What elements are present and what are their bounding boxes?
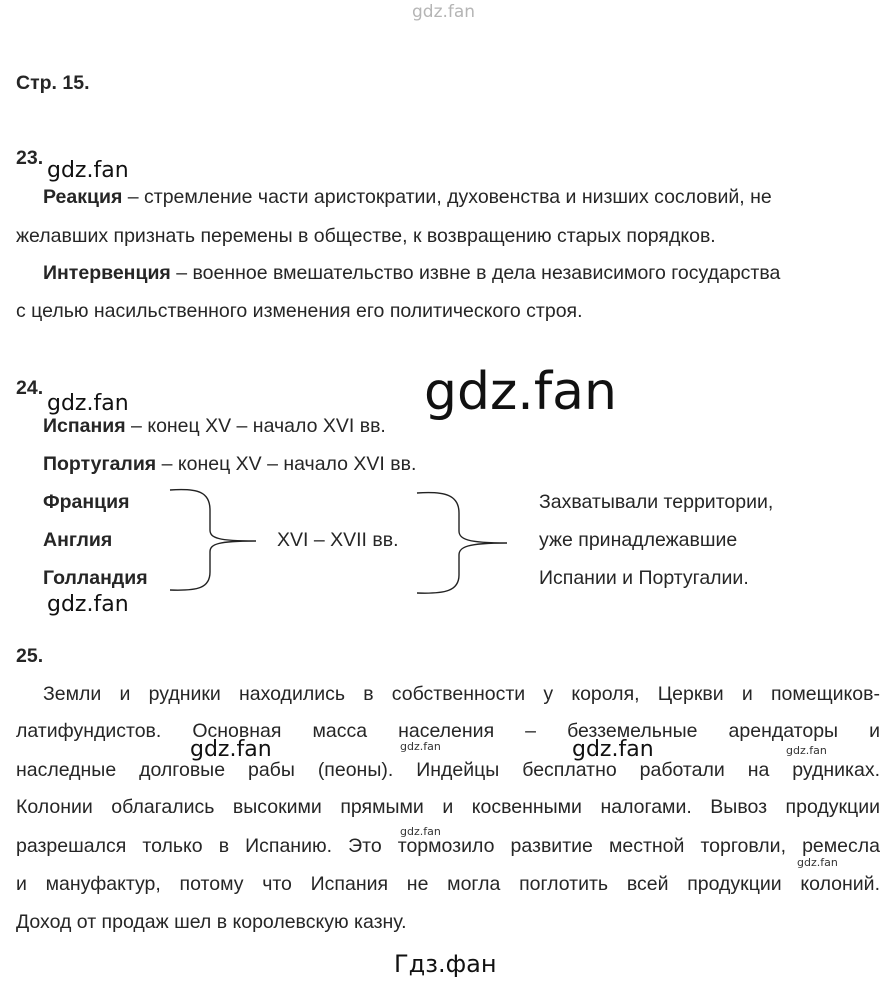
q25-line-4: Колонии облагались высокими прямыми и косвенными налогами. Вывоз продукции: [16, 796, 880, 818]
watermark-label: gdz.fan: [47, 158, 129, 183]
q23-definition-1-line-1: [43, 186, 772, 209]
left-brace-icon: [168, 488, 258, 592]
q23-definition-1-line-2: желавших признать перемены в обществе, к возвращению старых порядков.: [16, 225, 716, 247]
q24-portugal-period: – конец XV – начало XVI вв.: [156, 453, 417, 475]
q23-term-2: Интервенция: [43, 262, 171, 284]
watermark-big: gdz.fan: [424, 362, 617, 422]
q24-spain-period: – конец XV – начало XVI вв.: [125, 415, 386, 437]
q24-spain: Испания: [43, 415, 126, 437]
page-label: Стр. 15.: [16, 72, 90, 94]
q25-number: 25.: [16, 645, 44, 667]
q25-line-2: латифундистов. Основная масса населения – безземельные арендаторы и: [16, 720, 880, 742]
watermark-tiny: gdz.fan: [400, 740, 441, 753]
q24-country-france: Франция: [43, 491, 130, 513]
watermark-tiny: gdz.fan: [400, 825, 441, 838]
watermark-label: gdz.fan: [47, 391, 129, 416]
q24-period: XVI – XVII вв.: [277, 529, 399, 551]
q25-line-1: Земли и рудники находились в собственности у короля, Церкви и помещиков-: [43, 683, 880, 705]
q24-portugal-line: [43, 453, 416, 476]
q24-country-holland: Голландия: [43, 567, 148, 589]
watermark-label: gdz.fan: [190, 737, 272, 762]
q24-result-line-1: Захватывали территории,: [539, 491, 774, 513]
q24-result-line-3: Испании и Португалии.: [539, 567, 749, 589]
q25-line-7: Доход от продаж шел в королевскую казну.: [16, 911, 407, 933]
watermark-bottom: Гдз.фан: [394, 950, 497, 978]
watermark-tiny: gdz.fan: [786, 744, 827, 757]
q24-portugal: Португалия: [43, 453, 157, 475]
q23-definition-2-line-2: с целью насильственного изменения его политического строя.: [16, 300, 583, 322]
q23-definition-2-line-1: [43, 262, 780, 285]
right-brace-icon: [415, 491, 510, 595]
q23-definition-1-text: – стремление части аристократии, духовенства и низших сословий, не: [122, 186, 772, 208]
q23-term-1: Реакция: [43, 186, 123, 208]
q24-result-line-2: уже принадлежавшие: [539, 529, 738, 551]
watermark-label: gdz.fan: [47, 592, 129, 617]
q23-number: 23.: [16, 147, 44, 169]
watermark-label: gdz.fan: [572, 737, 654, 762]
q23-definition-2-text: – военное вмешательство извне в дела независимого государства: [170, 262, 781, 284]
q24-country-england: Англия: [43, 529, 113, 551]
watermark-top: gdz.fan: [412, 2, 476, 22]
q24-number: 24.: [16, 377, 44, 399]
q25-line-5: разрешался только в Испанию. Это тормозило развитие местной торговли, ремесла: [16, 835, 880, 857]
watermark-tiny: gdz.fan: [797, 856, 838, 869]
q24-spain-line: [43, 415, 386, 438]
q25-line-6: и мануфактур, потому что Испания не могла поглотить всей продукции колоний.: [16, 873, 880, 895]
q25-line-3: наследные долговые рабы (пеоны). Индейцы бесплатно работали на рудниках.: [16, 759, 880, 781]
